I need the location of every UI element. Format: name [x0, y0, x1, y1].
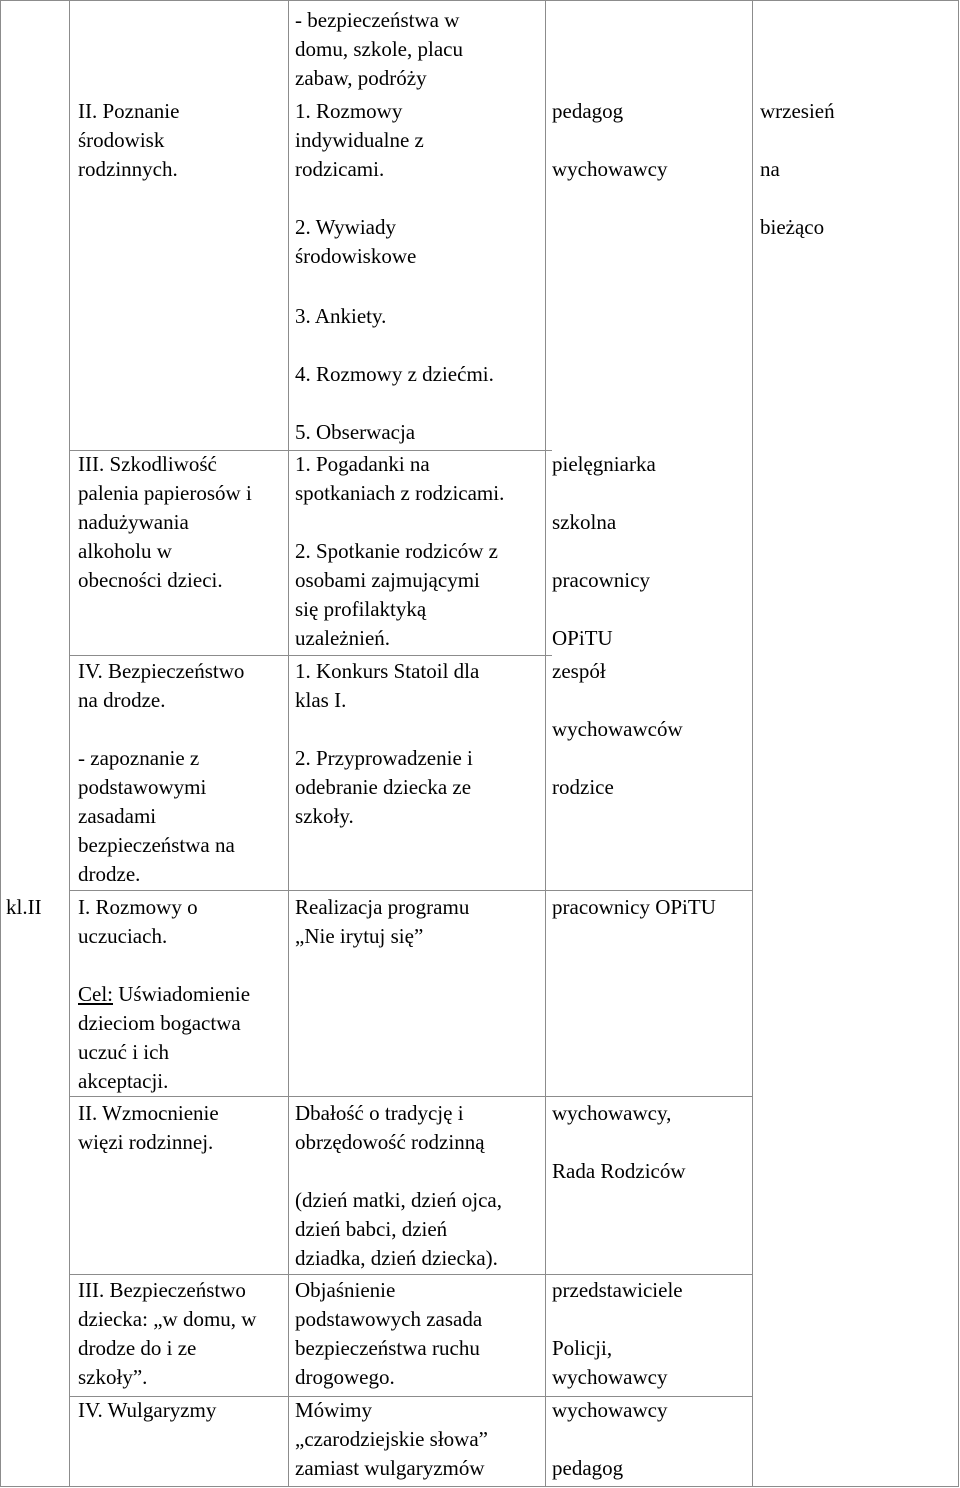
- topic-text: podstawowymi: [78, 775, 207, 799]
- row-divider: [69, 1096, 752, 1097]
- responsible-text: wychowawcy: [552, 1365, 668, 1389]
- topic-text: III. Bezpieczeństwo: [78, 1278, 246, 1302]
- topic-text: bezpieczeństwa na: [78, 833, 235, 857]
- forms-text: uzależnień.: [295, 626, 391, 650]
- forms-text: Mówimy: [295, 1398, 373, 1422]
- forms-text: indywidualne z: [295, 128, 424, 152]
- topic-text: - zapoznanie z: [78, 746, 200, 770]
- forms-text: 3. Ankiety.: [295, 304, 387, 328]
- topic-text: zasadami: [78, 804, 157, 828]
- topic-text: palenia papierosów i: [78, 481, 252, 505]
- class-label: kl.II: [6, 895, 42, 919]
- forms-text: dzień babci, dzień: [295, 1217, 448, 1241]
- table-border-bottom: [0, 1486, 958, 1487]
- goal-line: [78, 980, 250, 1009]
- forms-text: Dbałość o tradycję i: [295, 1101, 464, 1125]
- forms-text: domu, szkole, placu: [295, 37, 463, 61]
- responsible-text: Policji,: [552, 1336, 613, 1360]
- forms-text: odebranie dziecka ze: [295, 775, 472, 799]
- topic-text: drodze do i ze: [78, 1336, 197, 1360]
- term-text: na: [760, 157, 780, 181]
- responsible-text: Rada Rodziców: [552, 1159, 686, 1183]
- term-text: wrzesień: [760, 99, 835, 123]
- topic-text: drodze.: [78, 862, 141, 886]
- topic-text: nadużywania: [78, 510, 189, 534]
- goal-text: akceptacji.: [78, 1069, 169, 1093]
- row-divider: [69, 1274, 752, 1275]
- topic-text: IV. Bezpieczeństwo: [78, 659, 245, 683]
- column-divider: [545, 0, 546, 1487]
- forms-text: szkoły.: [295, 804, 354, 828]
- forms-text: Objaśnienie: [295, 1278, 396, 1302]
- goal-text: Uświadomienie: [113, 982, 251, 1006]
- topic-text: II. Wzmocnienie: [78, 1101, 219, 1125]
- responsible-text: pedagog: [552, 1456, 624, 1480]
- forms-text: (dzień matki, dzień ojca,: [295, 1188, 502, 1212]
- topic-text: obecności dzieci.: [78, 568, 223, 592]
- forms-text: 2. Spotkanie rodziców z: [295, 539, 498, 563]
- table-border-left: [0, 0, 1, 1487]
- forms-text: 2. Przyprowadzenie i: [295, 746, 473, 770]
- forms-text: „czarodziejskie słowa”: [295, 1427, 488, 1451]
- forms-text: zamiast wulgaryzmów: [295, 1456, 485, 1480]
- topic-text: środowisk: [78, 128, 165, 152]
- goal-text: dzieciom bogactwa: [78, 1011, 241, 1035]
- topic-text: więzi rodzinnej.: [78, 1130, 214, 1154]
- forms-text: klas I.: [295, 688, 347, 712]
- forms-text: Realizacja programu: [295, 895, 470, 919]
- forms-text: dziadka, dzień dziecka).: [295, 1246, 498, 1270]
- topic-text: alkoholu w: [78, 539, 172, 563]
- topic-text: III. Szkodliwość: [78, 452, 217, 476]
- topic-text: IV. Wulgaryzmy: [78, 1398, 217, 1422]
- forms-text: 1. Konkurs Statoil dla: [295, 659, 480, 683]
- forms-text: 4. Rozmowy z dziećmi.: [295, 362, 494, 386]
- responsible-text: wychowawców: [552, 717, 683, 741]
- topic-text: I. Rozmowy o: [78, 895, 198, 919]
- responsible-text: wychowawcy,: [552, 1101, 672, 1125]
- row-divider: [69, 890, 752, 891]
- forms-text: środowiskowe: [295, 244, 417, 268]
- forms-text: się profilaktyką: [295, 597, 427, 621]
- responsible-text: przedstawiciele: [552, 1278, 683, 1302]
- responsible-text: zespół: [552, 659, 606, 683]
- responsible-text: szkolna: [552, 510, 617, 534]
- forms-text: obrzędowość rodzinną: [295, 1130, 485, 1154]
- topic-text: na drodze.: [78, 688, 166, 712]
- column-divider: [69, 0, 70, 1487]
- forms-text: 1. Rozmowy: [295, 99, 403, 123]
- responsible-text: pracownicy OPiTU: [552, 895, 716, 919]
- table-border-top: [0, 0, 958, 1]
- table-border-right: [958, 0, 959, 1487]
- responsible-text: OPiTU: [552, 626, 613, 650]
- column-divider: [752, 0, 753, 1487]
- forms-text: podstawowych zasada: [295, 1307, 483, 1331]
- forms-text: 1. Pogadanki na: [295, 452, 430, 476]
- forms-text: - bezpieczeństwa w: [295, 8, 460, 32]
- forms-text: „Nie irytuj się”: [295, 924, 424, 948]
- forms-text: zabaw, podróży: [295, 66, 427, 90]
- responsible-text: pracownicy: [552, 568, 650, 592]
- responsible-text: wychowawcy: [552, 1398, 668, 1422]
- topic-text: II. Poznanie: [78, 99, 180, 123]
- topic-text: szkoły”.: [78, 1365, 148, 1389]
- row-divider: [69, 655, 552, 656]
- responsible-text: pielęgniarka: [552, 452, 656, 476]
- forms-text: 5. Obserwacja: [295, 420, 416, 444]
- goal-text: uczuć i ich: [78, 1040, 169, 1064]
- term-text: bieżąco: [760, 215, 825, 239]
- forms-text: spotkaniach z rodzicami.: [295, 481, 505, 505]
- goal-label: Cel:: [78, 982, 113, 1006]
- topic-text: dziecka: „w domu, w: [78, 1307, 257, 1331]
- responsible-text: pedagog: [552, 99, 624, 123]
- forms-text: bezpieczeństwa ruchu: [295, 1336, 480, 1360]
- forms-text: 2. Wywiady: [295, 215, 397, 239]
- responsible-text: wychowawcy: [552, 157, 668, 181]
- forms-text: drogowego.: [295, 1365, 395, 1389]
- topic-text: rodzinnych.: [78, 157, 178, 181]
- forms-text: osobami zajmującymi: [295, 568, 480, 592]
- topic-text: uczuciach.: [78, 924, 168, 948]
- column-divider: [288, 0, 289, 1487]
- responsible-text: rodzice: [552, 775, 614, 799]
- forms-text: rodzicami.: [295, 157, 385, 181]
